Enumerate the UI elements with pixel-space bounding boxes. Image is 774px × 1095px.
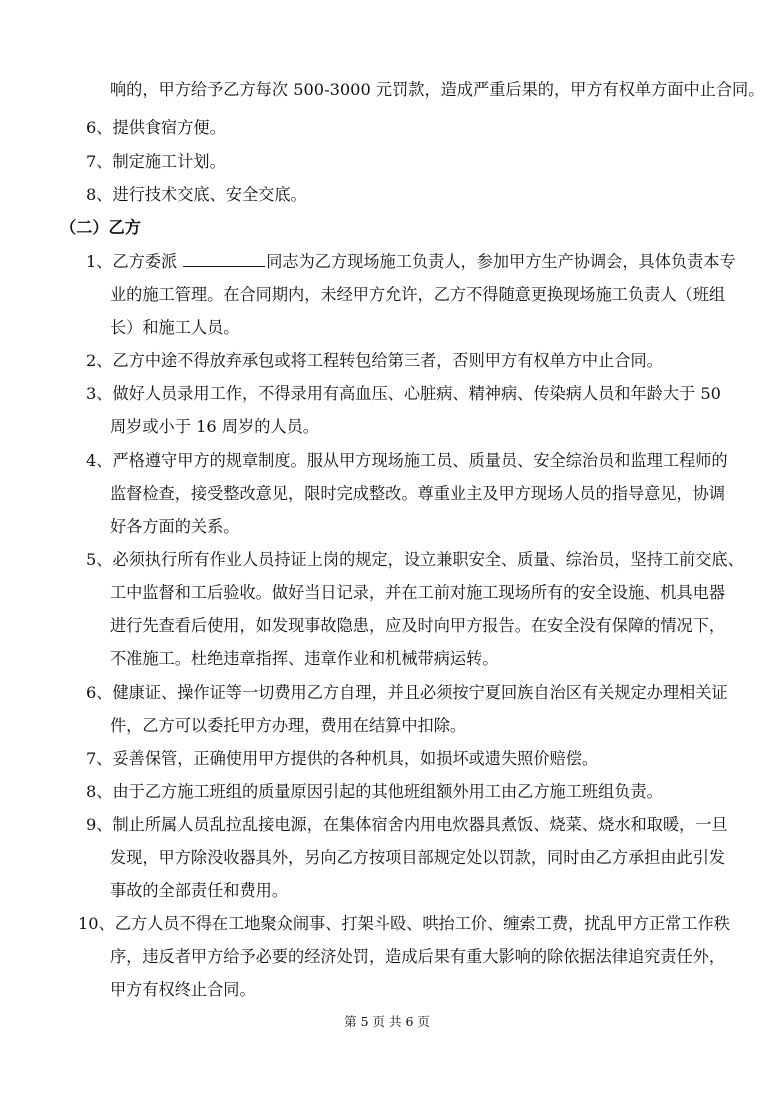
text-line: 不准施工。杜绝违章指挥、违章作业和机械带病运转。 xyxy=(110,649,499,668)
text-line: 响的，甲方给予乙方每次 500-3000 元罚款，造成严重后果的，甲方有权单方面中止合同。 xyxy=(110,80,765,99)
text-line: 工中监督和工后验收。做好当日记录，并在工前对施工现场所有的安全设施、机具电器 xyxy=(110,583,726,602)
text-line: 序，违反者甲方给予必要的经济处罚，造成后果有重大影响的除依据法律追究责任外， xyxy=(110,947,726,966)
list-item: 6、健康证、操作证等一切费用乙方自理，并且必须按宁夏回族自治区有关规定办理相关证 xyxy=(86,683,728,702)
text-line: 进行先查看后使用，如发现事故隐患，应及时向甲方报告。在安全没有保障的情况下， xyxy=(110,616,726,635)
text-line: 好各方面的关系。 xyxy=(110,517,240,536)
list-item: 8、进行技术交底、安全交底。 xyxy=(86,185,307,204)
blank-fill-line xyxy=(183,252,265,267)
list-item: 6、提供食宿方便。 xyxy=(86,118,226,137)
list-item: 2、乙方中途不得放弃承包或将工程转包给第三者，否则甲方有权单方中止合同。 xyxy=(86,351,663,370)
page-footer: 第 5 页 共 6 页 xyxy=(344,1014,430,1029)
section-heading: （二）乙方 xyxy=(60,218,141,237)
list-item: 10、乙方人员不得在工地聚众闹事、打架斗殴、哄抬工价、缠索工费，扰乱甲方正常工作秩 xyxy=(78,914,730,933)
list-item: 4、严格遵守甲方的规章制度。服从甲方现场施工员、质量员、安全综治员和监理工程师的 xyxy=(86,451,728,470)
text-line: 甲方有权终止合同。 xyxy=(110,980,256,999)
list-item: 9、制止所属人员乱拉乱接电源，在集体宿舍内用电炊器具煮饭、烧菜、烧水和取暖，一旦 xyxy=(86,815,728,834)
text-line: 发现，甲方除没收器具外，另向乙方按项目部规定处以罚款，同时由乙方承担由此引发 xyxy=(110,848,726,867)
text-line: 监督检查，接受整改意见，限时完成整改。尊重业主及甲方现场人员的指导意见，协调 xyxy=(110,484,726,503)
list-item: 3、做好人员录用工作，不得录用有高血压、心脏病、精神病、传染病人员和年龄大于 50 xyxy=(86,384,721,403)
list-item-text: 同志为乙方现场施工负责人，参加甲方生产协调会，具体负责本专 xyxy=(266,252,736,271)
list-item xyxy=(86,252,736,272)
text-line: 长）和施工人员。 xyxy=(110,318,240,337)
list-item: 5、必须执行所有作业人员持证上岗的规定，设立兼职安全、质量、综治员，坚持工前交底、 xyxy=(86,550,744,569)
list-item: 7、制定施工计划。 xyxy=(86,152,226,171)
list-item: 8、由于乙方施工班组的质量原因引起的其他班组额外用工由乙方施工班组负责。 xyxy=(86,782,663,801)
list-item-text: 1、乙方委派 xyxy=(86,252,178,271)
text-line: 业的施工管理。在合同期内，未经甲方允许，乙方不得随意更换现场施工负责人（班组 xyxy=(110,285,726,304)
text-line: 件，乙方可以委托甲方办理，费用在结算中扣除。 xyxy=(110,716,467,735)
list-item: 7、妥善保管，正确使用甲方提供的各种机具，如损坏或遗失照价赔偿。 xyxy=(86,749,599,768)
text-line: 事故的全部责任和费用。 xyxy=(110,881,289,900)
text-line: 周岁或小于 16 周岁的人员。 xyxy=(110,417,319,436)
